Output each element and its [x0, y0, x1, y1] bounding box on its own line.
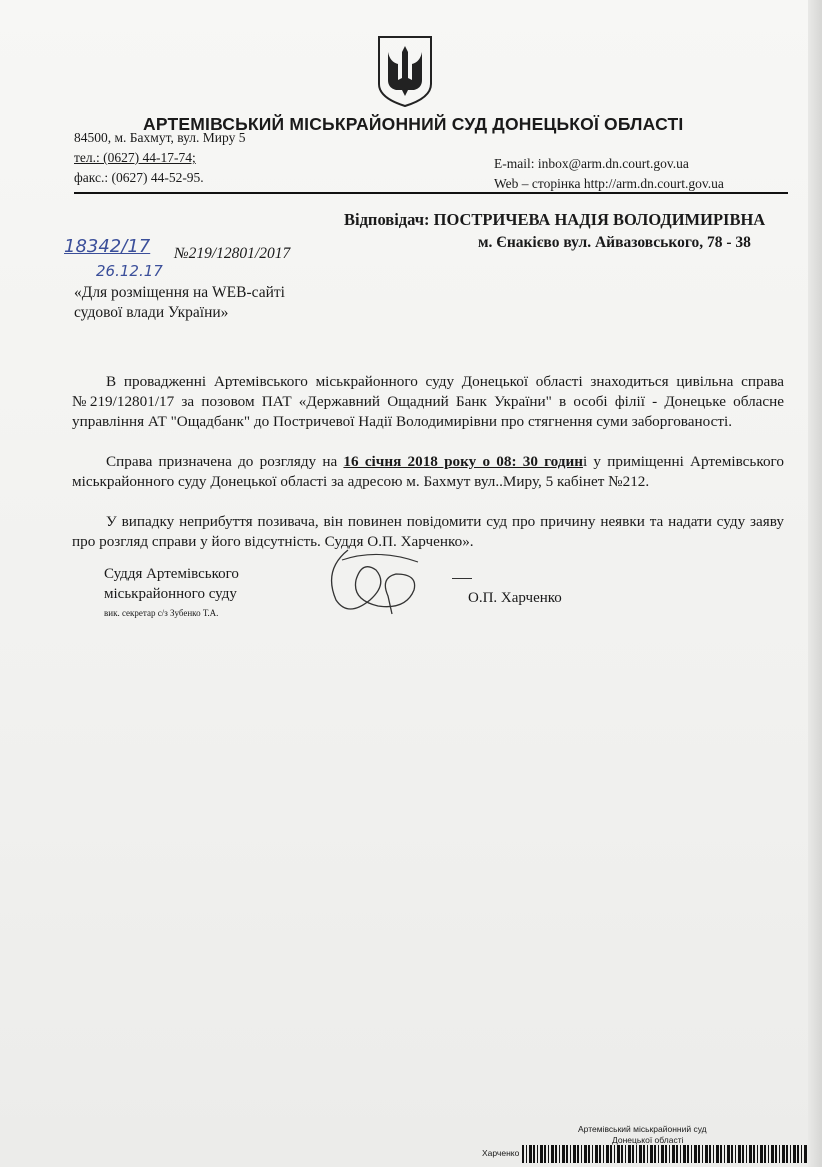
stamp-court-line1: Артемівський міськрайонний суд	[578, 1124, 707, 1134]
purpose-line-1: «Для розміщення на WEB-сайті	[74, 284, 285, 301]
court-name: АРТЕМІВСЬКИЙ МІСЬКРАЙОННИЙ СУД ДОНЕЦЬКОЇ ОБЛАСТІ	[143, 114, 684, 134]
court-fax: факс.: (0627) 44-52-95.	[74, 170, 204, 185]
hearing-date: 16 січня 2018 року о 08: 30 годин	[343, 453, 583, 470]
body-paragraph-1: В провадженні Артемівського міськрайонного суду Донецької області знаходиться цивільна справа №219/12801/17 за позовом ПАТ «Державний Ощадний Банк України" в особі філії - Донецьке обласне управління АТ "Ощадбанк" до Постричевої Надії Володимирівни про стягнення суми заборгованості.	[72, 373, 784, 430]
signature-title-1: Суддя Артемівського	[104, 566, 239, 582]
p2-before: Справа призначена до розгляду на	[106, 453, 344, 470]
court-phone: тел.: (0627) 44-17-74;	[74, 150, 196, 165]
p2-after: і у приміщенні Артемівського міськрайонного суду Донецької області за адресою м. Бахмут вул..Миру, 5 кабінет №212.	[72, 453, 784, 490]
barcode-icon	[522, 1145, 808, 1163]
trident-emblem-icon	[376, 34, 434, 108]
addressee-name: ПОСТРИЧЕВА НАДІЯ ВОЛОДИМИРІВНА	[433, 210, 766, 229]
header-divider	[74, 192, 788, 194]
purpose-line-2: судової влади України»	[74, 304, 229, 321]
court-web: Web – сторінка http://arm.dn.court.gov.ua	[494, 176, 724, 191]
addressee-label: Відповідач:	[344, 210, 430, 229]
addressee-line	[344, 210, 765, 230]
signature-dash	[452, 578, 472, 579]
stamp-name: Харченко	[482, 1148, 520, 1158]
page-edge	[808, 0, 822, 1167]
court-address: 84500, м. Бахмут, вул. Миру 5	[74, 130, 246, 145]
case-number: №219/12801/2017	[174, 245, 291, 262]
court-email: E-mail: inbox@arm.dn.court.gov.ua	[494, 156, 689, 171]
handwritten-date: 26.12.17	[96, 262, 163, 280]
handwritten-signature-icon	[318, 540, 428, 620]
secretary-note: вик. секретар с/з Зубенко Т.А.	[104, 608, 219, 618]
judge-name: О.П. Харченко	[468, 590, 562, 606]
stamp-court-line2: Донецької області	[612, 1135, 684, 1145]
body-paragraph-3: У випадку неприбуття позивача, він повинен повідомити суд про причину неявки та надати суду заяву про розгляд справи у його відсутність. Суддя О.П. Харченко».	[72, 513, 784, 550]
handwritten-number: 18342/17	[64, 236, 151, 257]
body-paragraph-2	[72, 452, 784, 492]
addressee-address: м. Єнакієво вул. Айвазовського, 78 - 38	[478, 234, 751, 251]
signature-title-2: міськрайонного суду	[104, 586, 237, 602]
